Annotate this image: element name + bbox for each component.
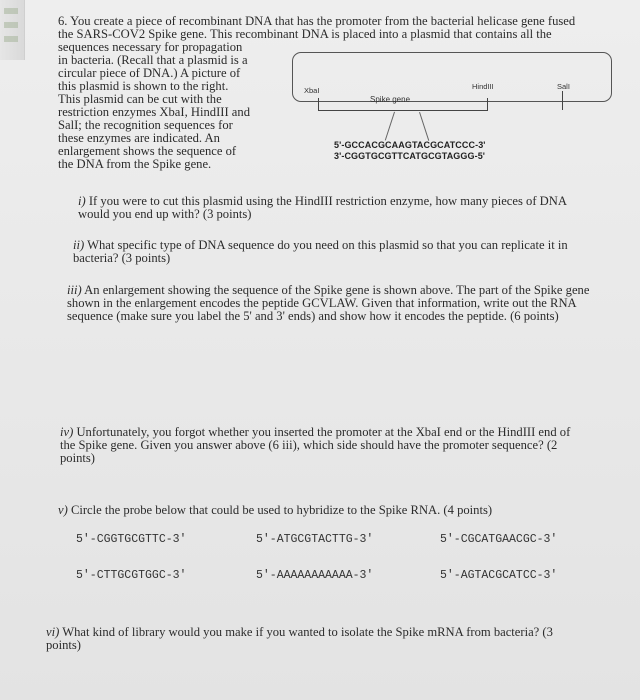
intro-line-9: SalI; the recognition sequences for [58,118,233,132]
enlargement-line-right [419,112,429,141]
intro-line-4: in bacteria. (Recall that a plasmid is a [58,53,248,67]
question-iii-line-1: An enlargement showing the sequence of the Spike gene is shown above. The part of the Spike gene [84,283,590,297]
spike-gene-label: Spike gene [370,95,411,104]
intro-line-5: circular piece of DNA.) A picture of [58,66,241,80]
hindiii-site-tick [487,98,488,110]
xbai-label: XbaI [304,86,320,95]
question-vi-line-1: What kind of library would you make if you wanted to isolate the Spike mRNA from bacteria? (3 [62,625,553,639]
sequence-top-strand: 5'-GCCACGCAAGTACGCATCCC-3' [334,140,486,150]
probe-option-6[interactable]: 5'-AGTACGCATCC-3' [440,569,558,582]
question-iii-line-3: sequence (make sure you label the 5' and 3' ends) and show how it encodes the peptide. (6 points) [67,309,559,323]
question-v-line-1: Circle the probe below that could be used to hybridize to the Spike RNA. (4 points) [70,503,493,517]
question-iv-number: iv) [60,425,74,439]
sali-label: SalI [557,82,570,91]
intro-line-3: sequences necessary for propagation [58,40,243,54]
probe-option-5[interactable]: 5'-AAAAAAAAAAA-3' [256,569,374,582]
question-ii-number: ii) [73,238,85,252]
question-vi-line-2: points) [46,638,81,652]
intro-line-12: the DNA from the Spike gene. [58,157,212,171]
spike-gene-segment [318,110,488,111]
xbai-site-tick [318,98,319,110]
sali-site-tick [562,91,563,110]
probe-option-3[interactable]: 5'-CGCATGAACGC-3' [440,533,558,546]
question-vi-number: vi) [46,625,60,639]
sequence-bottom-strand: 3'-CGGTGCGTTCATGCGTAGGG-5' [334,151,486,161]
edge-mark [4,8,18,14]
hindiii-label: HindIII [472,82,494,91]
intro-line-7: This plasmid can be cut with the [58,92,222,106]
intro-line-11: enlargement shows the sequence of [58,144,237,158]
question-iv-line-2: the Spike gene. Given you answer above (6 iii), which side should have the promoter sequence? (2 [60,438,558,452]
edge-mark [4,36,18,42]
intro-line-6: this plasmid is shown to the right. [58,79,229,93]
probe-option-4[interactable]: 5'-CTTGCGTGGC-3' [76,569,187,582]
question-iv-line-1: Unfortunately, you forgot whether you inserted the promoter at the XbaI end or the HindIII end of [76,425,571,439]
question-iii-number: iii) [67,283,82,297]
question-vi [46,626,553,639]
question-i-line-2: would you end up with? (3 points) [78,207,252,221]
left-edge-strip [0,0,25,60]
enlargement-line-left [385,112,395,141]
intro-line-1: 6. You create a piece of recombinant DNA that has the promoter from the bacterial helicase gene fused [58,14,576,28]
question-ii-line-2: bacteria? (3 points) [73,251,171,265]
question-iv-line-3: points) [60,451,95,465]
intro-line-10: these enzymes are indicated. An [58,131,220,145]
plasmid-diagram [292,52,612,102]
question-v [58,504,492,517]
probe-option-1[interactable]: 5'-CGGTGCGTTC-3' [76,533,187,546]
question-iii-line-2: shown in the enlargement encodes the peptide GCVLAW. Given that information, write out the RNA [67,296,577,310]
question-ii-line-1: What specific type of DNA sequence do you need on this plasmid so that you can replicate it in [87,238,568,252]
question-i-line-1: If you were to cut this plasmid using the HindIII restriction enzyme, how many pieces of DNA [88,194,567,208]
edge-mark [4,22,18,28]
intro-line-2: the SARS-COV2 Spike gene. This recombinant DNA is placed into a plasmid that contains all the [58,27,552,41]
question-i-number: i) [78,194,86,208]
probe-option-2[interactable]: 5'-ATGCGTACTTG-3' [256,533,374,546]
intro-line-8: restriction enzymes XbaI, HindIII and [58,105,250,119]
question-v-number: v) [58,503,68,517]
